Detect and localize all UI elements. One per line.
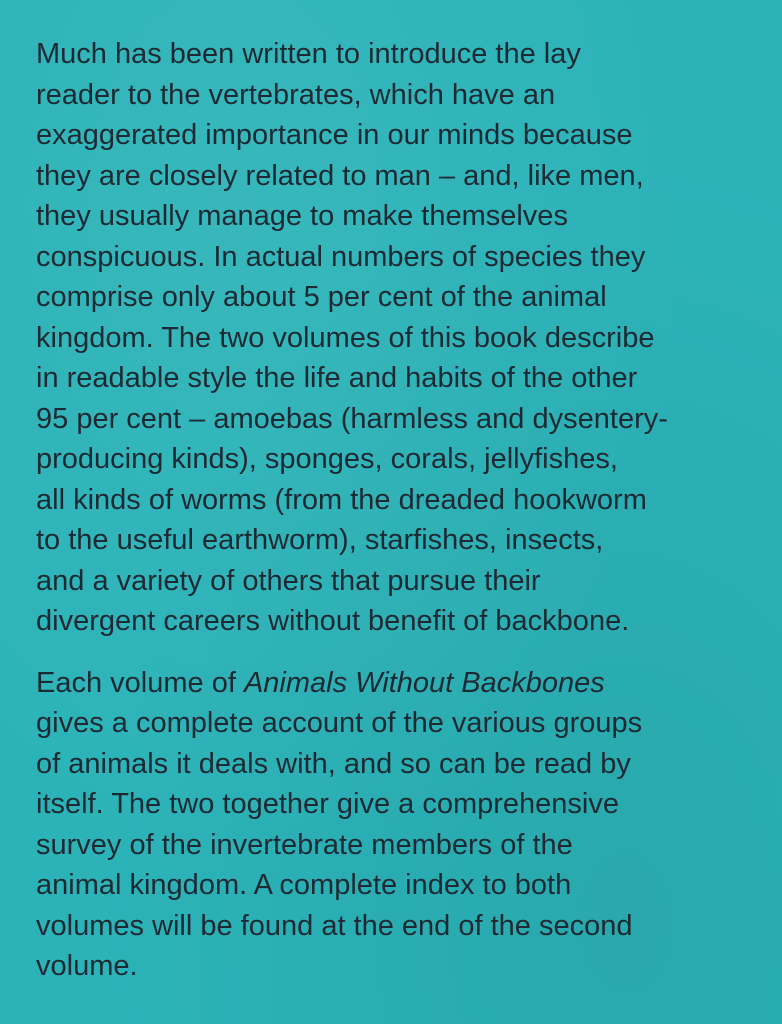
text-line: gives a complete account of the various groups xyxy=(36,707,643,739)
description-paragraph-1 xyxy=(36,34,762,642)
text-line: animal kingdom. A complete index to both xyxy=(36,869,572,901)
line-prefix: Each volume of xyxy=(36,666,244,699)
book-title: Animals Without Backbones xyxy=(243,666,605,699)
text-line: Much has been written to introduce the lay xyxy=(36,38,581,70)
text-line: they usually manage to make themselves xyxy=(36,200,568,232)
text-line: producing kinds), sponges, corals, jellyfishes, xyxy=(36,443,618,475)
text-line: to the useful earthworm), starfishes, insects, xyxy=(36,524,604,556)
text-line: conspicuous. In actual numbers of species they xyxy=(36,240,646,273)
text-line: volume. xyxy=(36,950,138,982)
text-line: reader to the vertebrates, which have an xyxy=(36,78,556,111)
description-paragraph-2 xyxy=(36,663,762,987)
text-line: kingdom. The two volumes of this book describe xyxy=(36,321,655,354)
text-line: of animals it deals with, and so can be read by xyxy=(36,747,631,780)
text-line: divergent careers without benefit of backbone. xyxy=(36,605,630,637)
text-line: exaggerated importance in our minds because xyxy=(36,119,633,151)
text-line: survey of the invertebrate members of the xyxy=(36,828,573,861)
text-line: all kinds of worms (from the dreaded hookworm xyxy=(36,483,647,516)
text-line: and a variety of others that pursue their xyxy=(36,564,541,597)
text-line xyxy=(36,663,762,704)
text-line: itself. The two together give a comprehensive xyxy=(36,788,620,820)
text-line: comprise only about 5 per cent of the animal xyxy=(36,281,607,313)
text-line: in readable style the life and habits of the other xyxy=(36,362,638,394)
text-line: 95 per cent – amoebas (harmless and dysentery- xyxy=(36,402,668,435)
text-line: volumes will be found at the end of the second xyxy=(36,909,633,942)
text-line: they are closely related to man – and, like men, xyxy=(36,159,644,192)
